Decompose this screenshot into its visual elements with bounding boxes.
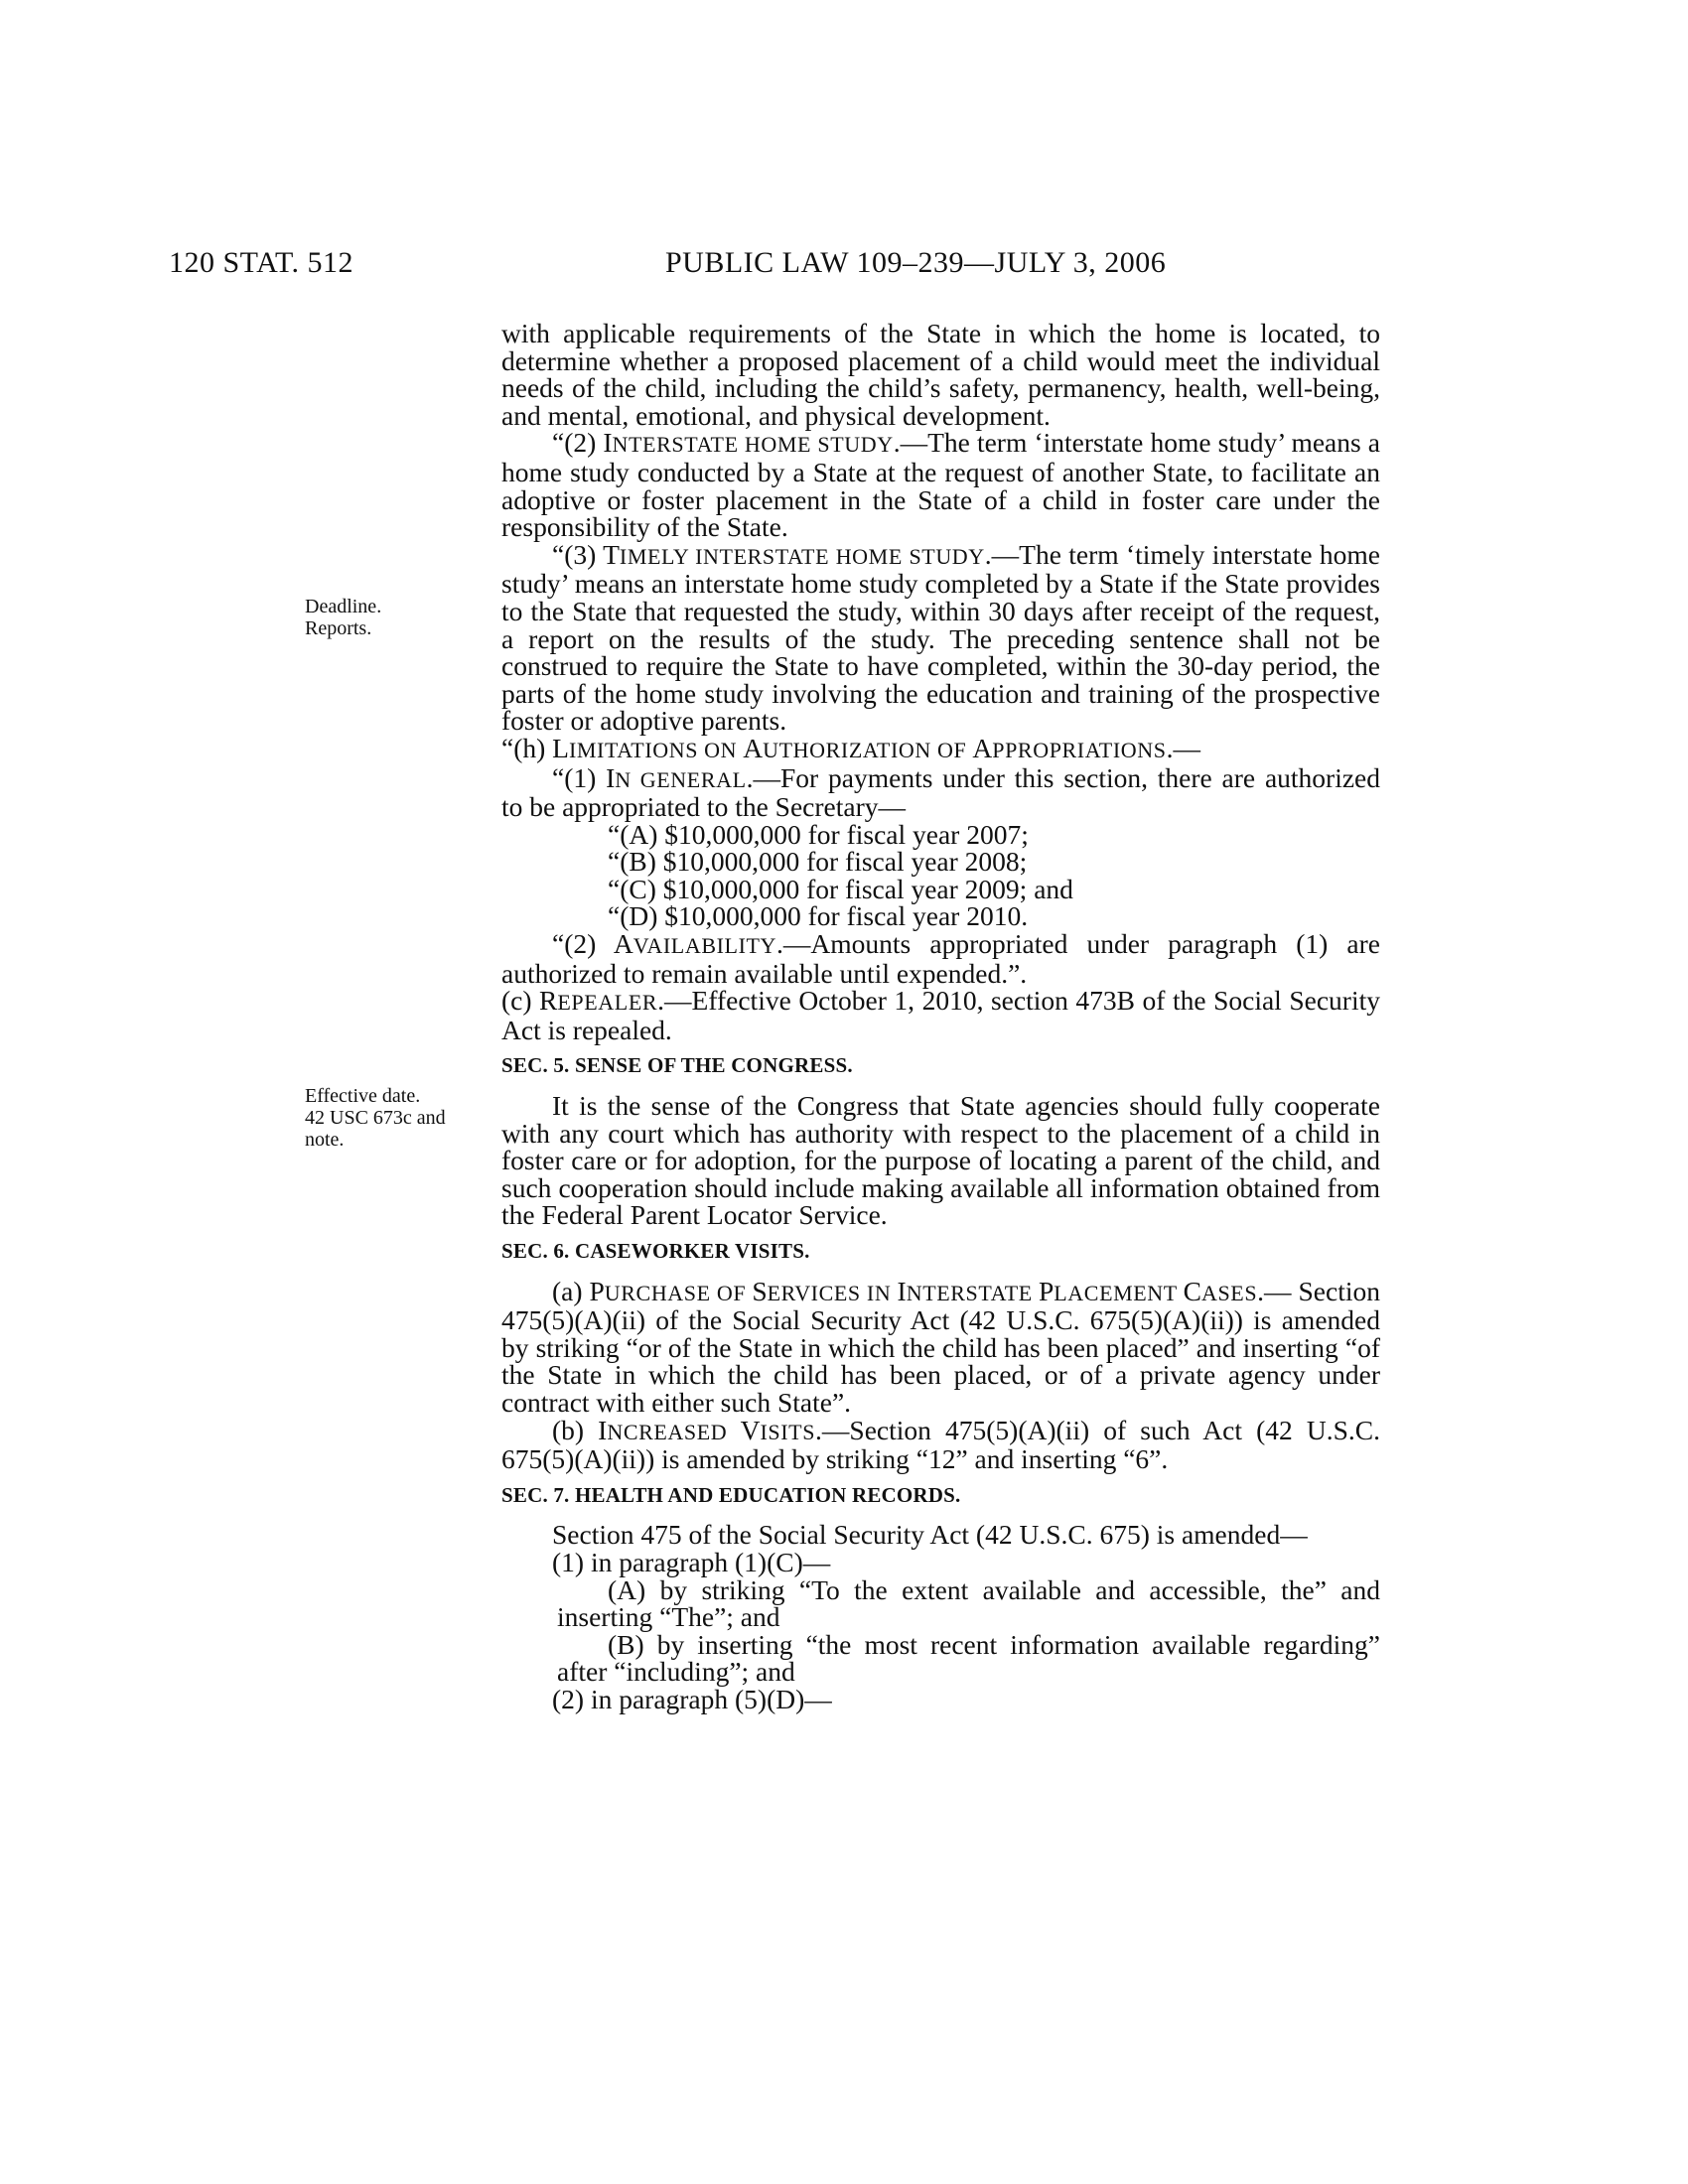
margin-note-line: Effective date. xyxy=(305,1085,421,1107)
paragraph-heading: NCREASED xyxy=(607,1419,741,1444)
paragraph-heading: EPEALER xyxy=(557,990,658,1016)
margin-note-deadline xyxy=(305,596,381,639)
paragraph-heading: NTERSTATE HOME STUDY xyxy=(612,432,894,458)
paragraph-text: .—The term ‘interstate home study’ means a home study conducted by a State at the request of another State, to facilitate an adoptive or foster placement in the State of a child in foster care under the responsibility of the State. xyxy=(501,427,1381,543)
paragraph-text: (B) by inserting “the most recent information available regarding” after “including”; and xyxy=(557,1628,1380,1688)
paragraph-heading: UTHORIZATION OF xyxy=(763,737,973,762)
list-item xyxy=(501,1628,1380,1688)
paragraph-lead: “(h) L xyxy=(501,732,569,763)
paragraph-heading: LACEMENT xyxy=(1054,1280,1184,1305)
paragraph-heading: A xyxy=(743,732,764,763)
paragraph-heading: C xyxy=(1183,1275,1201,1306)
list-item: “(C) $10,000,000 for fiscal year 2009; and xyxy=(608,873,1073,904)
margin-note-line: 42 USC 673c and xyxy=(305,1107,446,1129)
paragraph-repealer xyxy=(501,987,1380,1043)
paragraph-heading: ASES xyxy=(1200,1280,1258,1305)
margin-note-line: Reports. xyxy=(305,617,372,639)
paragraph-text: (A) by striking “To the extent available and accessible, the” and inserting “The”; and xyxy=(557,1573,1380,1633)
stat-page-number: 120 STAT. 512 xyxy=(169,246,354,279)
paragraph-lead: “(2) A xyxy=(552,928,633,960)
paragraph-heading: PPROPRIATIONS xyxy=(992,737,1167,762)
margin-note-line: Deadline. xyxy=(305,596,382,617)
paragraph-lead: (b) I xyxy=(552,1414,608,1445)
list-item: “(D) $10,000,000 for fiscal year 2010. xyxy=(608,900,1029,932)
list-item xyxy=(501,1573,1380,1633)
paragraph-heading: A xyxy=(972,732,993,763)
paragraph-text: .—The term ‘timely interstate home study’ means an interstate home study completed by a State if the State provides to the State that requested the study, within 30 days after receipt of the request, a report on the results of the study. The preceding sentence shall not be construed to require the State to have completed, within the 30-day period, the parts of the home study involving the education and training of the prospective foster or adoptive parents. xyxy=(501,538,1380,737)
paragraph-heading: P xyxy=(1038,1275,1055,1306)
paragraph-interstate-home-study xyxy=(501,427,1381,543)
paragraph-lead: “(2) I xyxy=(552,427,613,459)
paragraph-heading: N GENERAL xyxy=(615,766,747,792)
paragraph-heading: VAILABILITY xyxy=(633,933,777,959)
section-7-text: Section 475 of the Social Security Act (42 U.S.C. 675) is amended— xyxy=(552,1519,1308,1551)
law-title: PUBLIC LAW 109–239—JULY 3, 2006 xyxy=(665,246,1167,279)
list-item: (1) in paragraph (1)(C)— xyxy=(552,1546,831,1577)
paragraph-heading: NTERSTATE xyxy=(906,1280,1039,1305)
paragraph-text: .—Effective October 1, 2010, section 473B of the Social Security Act is repealed. xyxy=(501,985,1380,1045)
section-6b-text xyxy=(501,1414,1380,1475)
paragraph-text: .— xyxy=(1166,732,1200,763)
paragraph-heading: V xyxy=(740,1414,761,1445)
paragraph-lead: “(1) I xyxy=(552,761,616,793)
list-item: “(A) $10,000,000 for fiscal year 2007; xyxy=(608,818,1029,850)
paragraph-heading: IMITATIONS ON xyxy=(568,737,744,762)
running-header xyxy=(0,246,1688,286)
section-5-title: SEC. 5. SENSE OF THE CONGRESS. xyxy=(501,1053,853,1078)
margin-note-effective-date xyxy=(305,1085,446,1151)
paragraph-heading: URCHASE OF xyxy=(604,1280,753,1305)
section-6a-text xyxy=(501,1275,1380,1418)
paragraph-lead: (a) P xyxy=(552,1275,605,1306)
paragraph-heading: IMELY INTERSTATE HOME STUDY xyxy=(619,543,985,569)
paragraph-home-study-cont: with applicable requirements of the State in which the home is located, to determine whether a proposed placement of a child would meet the individual needs of the child, including the child’s safety, permanency, health, well-being, and mental, emotional, and physical development. xyxy=(501,318,1380,431)
paragraph-text: .—Section 475(5)(A)(ii) of such Act (42 U.S.C. 675(5)(A)(ii)) is amended by striking “12” and inserting “6”. xyxy=(501,1414,1380,1475)
paragraph-lead: “(3) T xyxy=(552,538,620,570)
paragraph-text: .—Amounts appropriated under paragraph (1) are authorized to remain available until expended.”. xyxy=(501,928,1380,989)
document-body xyxy=(501,320,1380,1713)
paragraph-heading: S xyxy=(752,1275,768,1306)
list-item: “(B) $10,000,000 for fiscal year 2008; xyxy=(608,846,1028,878)
paragraph-timely-interstate-home-study xyxy=(501,538,1380,737)
paragraph-heading: I xyxy=(897,1275,907,1306)
paragraph-text: .—For payments under this section, there are authorized to be appropriated to the Secretary— xyxy=(501,761,1380,823)
paragraph-heading: ERVICES IN xyxy=(767,1280,898,1305)
paragraph-availability xyxy=(501,930,1380,987)
section-7-title: SEC. 7. HEALTH AND EDUCATION RECORDS. xyxy=(501,1482,961,1507)
section-5-text: It is the sense of the Congress that State agencies should fully cooperate with any court which has authority with respect to the placement of a child in foster care or for adoption, for the purpose of locating a parent of the child, and such cooperation should include making available all information obtained from the Federal Parent Locator Service. xyxy=(501,1090,1380,1231)
paragraph-in-general xyxy=(501,761,1380,823)
margin-note-line: note. xyxy=(305,1129,345,1151)
paragraph-heading: ISITS xyxy=(760,1419,816,1444)
subsection-h-heading xyxy=(501,732,1380,764)
section-6-title: SEC. 6. CASEWORKER VISITS. xyxy=(501,1239,810,1263)
paragraph-text: .— Section 475(5)(A)(ii) of the Social Security Act (42 U.S.C. 675(5)(A)(ii)) is amended by striking “or of the State in which the child has been placed” and inserting “of the State in which the child has been placed, or of a private agency under contract with either such State”. xyxy=(501,1275,1380,1418)
list-item: (2) in paragraph (5)(D)— xyxy=(552,1683,832,1714)
paragraph-lead: (c) R xyxy=(501,985,558,1017)
